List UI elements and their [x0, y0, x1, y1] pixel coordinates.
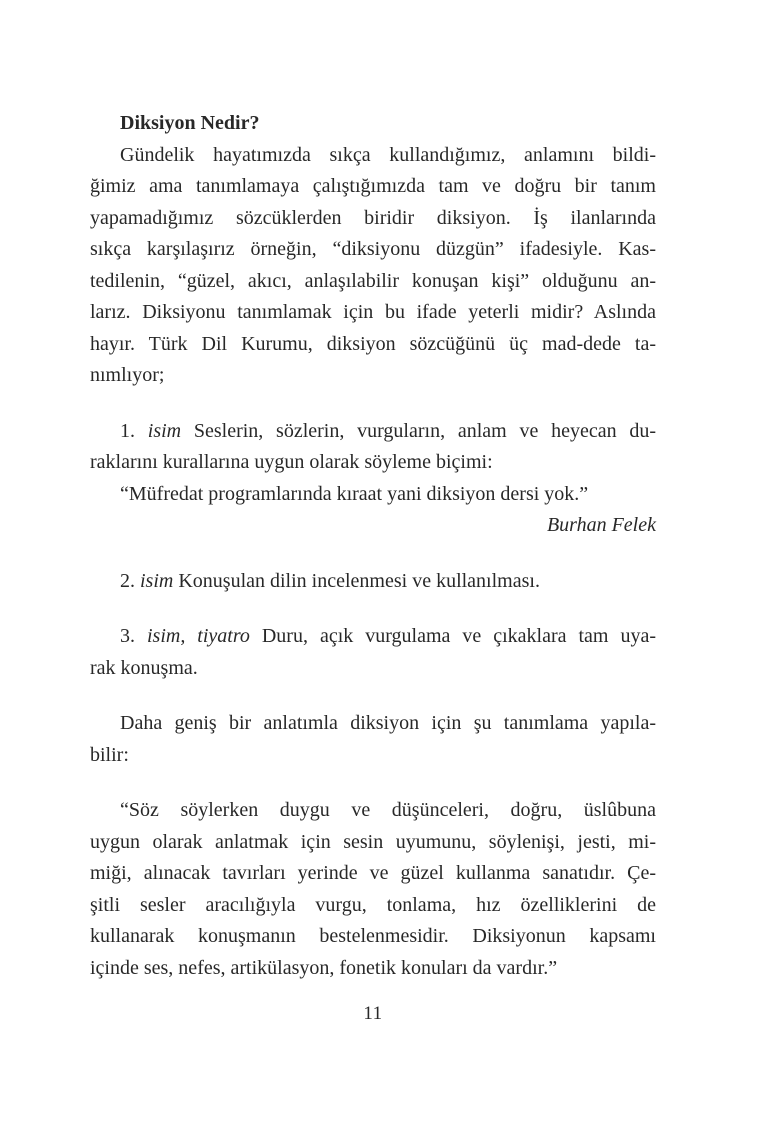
text-line: 2. isim Konuşulan dilin incelenmesi ve kullanılması. — [120, 569, 540, 592]
quote-attribution: Burhan Felek — [546, 514, 656, 536]
text-line: larız. Diksiyonu tanımlamak için bu ifade yeterli midir? Aslında — [90, 301, 656, 323]
transition-paragraph — [90, 708, 656, 771]
text-line: “Söz söylerken duygu ve düşünceleri, doğru, üslûbuna — [120, 799, 656, 821]
definition-1 — [90, 416, 656, 479]
text-line: şitli sesler aracılığıyla vurgu, tonlama, hız özelliklerini de — [90, 893, 656, 916]
text-line: Daha geniş bir anlatımla diksiyon için şu tanımlama yapıla- — [120, 712, 656, 734]
intro-paragraph — [90, 140, 656, 392]
definition-3 — [90, 621, 656, 684]
text-line: yapamadığımız sözcüklerden biridir diksiyon. İş ilanlarında — [90, 206, 656, 229]
text-line: tedilenin, “güzel, akıcı, anlaşılabilir konuşan kişi” olduğunu an- — [90, 269, 656, 292]
text-line: 3. isim, tiyatro Duru, açık vurgulama ve çıkaklara tam uya- — [120, 625, 656, 647]
text-line: kullanarak konuşmanın bestelenmesidir. Diksiyonun kapsamı — [90, 925, 656, 947]
definition-1-quote — [90, 479, 656, 511]
section-heading: Diksiyon Nedir? — [120, 112, 260, 134]
text-line: rak konuşma. — [90, 656, 198, 679]
text-line: bilir: — [90, 743, 129, 766]
text-line: uygun olarak anlatmak için sesin uyumunu, söylenişi, jesti, mi- — [90, 830, 656, 853]
text-line: hayır. Türk Dil Kurumu, diksiyon sözcüğünü üç mad-dede ta- — [90, 332, 656, 355]
text-line: raklarını kurallarına uygun olarak söyleme biçimi: — [90, 451, 493, 473]
page-number: 11 — [363, 1003, 383, 1024]
definition-2 — [90, 566, 656, 598]
text-line: nımlıyor; — [90, 364, 165, 386]
text-line: ğimiz ama tanımlamaya çalıştığımızda tam ve doğru bir tanım — [90, 175, 656, 197]
text-line: miği, alınacak tavırları yerinde ve güzel kullanma sanatıdır. Çe- — [90, 862, 656, 884]
text-line: Gündelik hayatımızda sıkça kullandığımız, anlamını bildi- — [120, 143, 656, 166]
text-line: içinde ses, nefes, artikülasyon, fonetik konuları da vardır.” — [90, 956, 558, 979]
text-line: “Müfredat programlarında kıraat yani diksiyon dersi yok.” — [120, 482, 589, 505]
text-line: 1. isim Seslerin, sözlerin, vurguların, anlam ve heyecan du- — [120, 419, 657, 442]
diction-definition-quote — [90, 795, 656, 984]
text-line: sıkça karşılaşırız örneğin, “diksiyonu düzgün” ifadesiyle. Kas- — [90, 238, 656, 260]
